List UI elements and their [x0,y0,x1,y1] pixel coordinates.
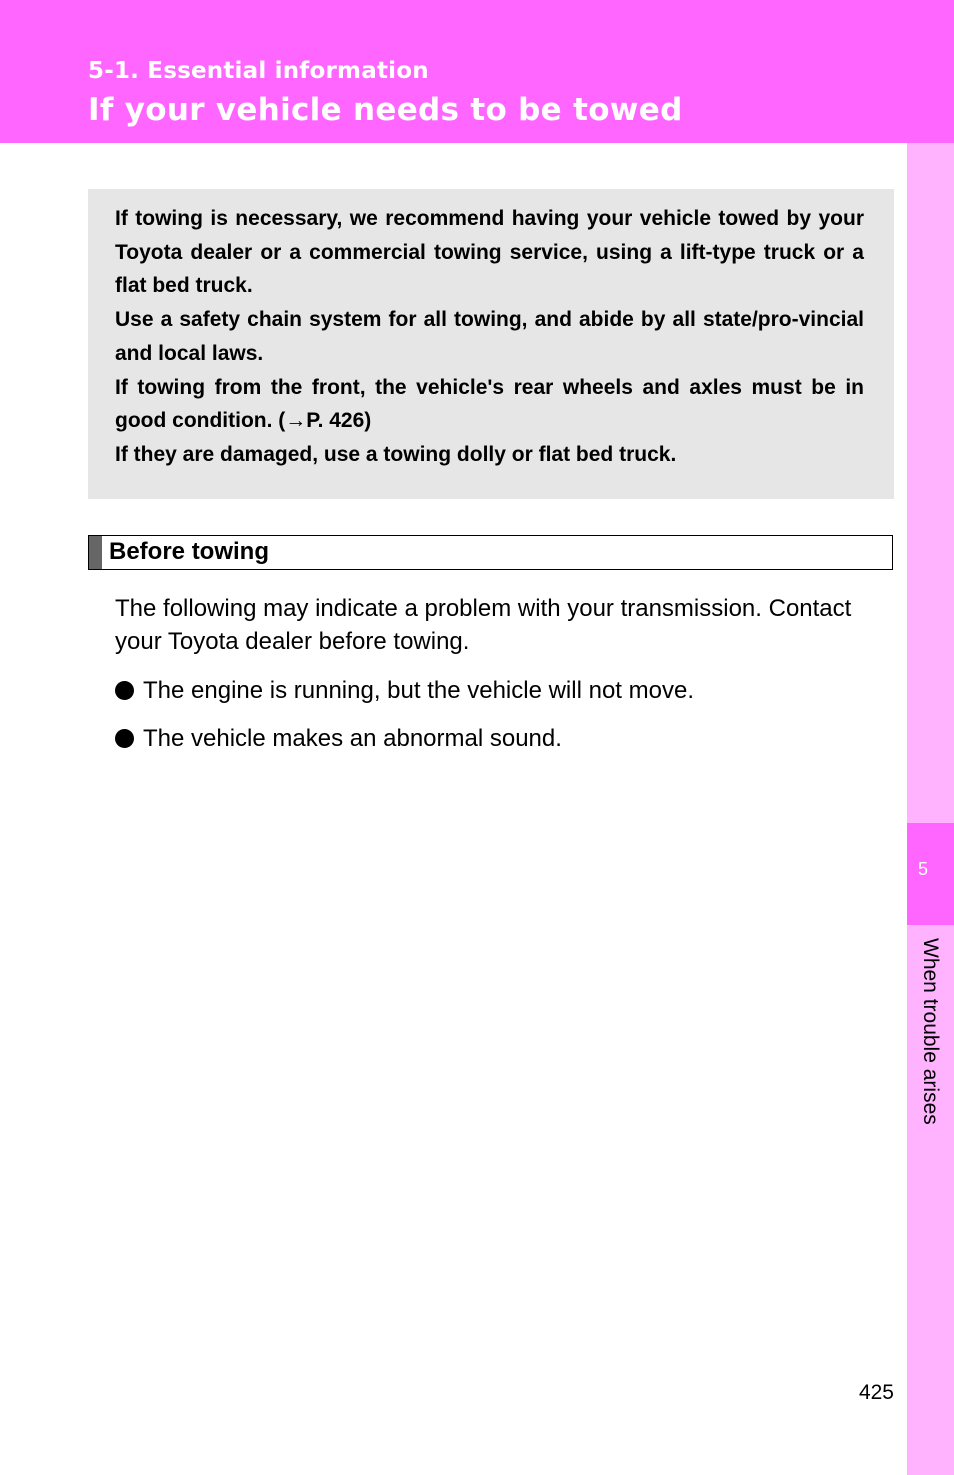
bullet-dot-icon [115,729,134,748]
bullet-dot-icon [115,681,134,700]
bullet-item [115,722,562,755]
page-number: 425 [858,1381,894,1404]
bullet-text: The vehicle makes an abnormal sound. [143,725,562,752]
intro-paragraph: If towing is necessary, we recommend having your vehicle towed by your Toyota dealer or a commercial towing service, using a lift-type truck or a flat bed truck. [115,207,864,298]
page-title: If your vehicle needs to be towed [88,92,683,128]
chapter-side-strip [907,143,954,1475]
heading-text: Before towing [109,538,269,565]
chapter-title: When trouble arises [919,938,942,1125]
intro-paragraph: If they are damaged, use a towing dolly or flat bed truck. [115,442,677,466]
section-label: 5-1. Essential information [88,58,429,84]
chapter-number: 5 [917,859,928,879]
intro-paragraph: Use a safety chain system for all towing, and abide by all state/pro-vincial and local laws. [115,308,864,365]
before-towing-text: The following may indicate a problem with your transmission. Contact your Toyota dealer before towing. [115,595,852,655]
intro-paragraph: If towing from the front, the vehicle's rear wheels and axles must be in good condition. (→P. 426) [115,375,864,433]
page-header [0,0,954,143]
before-towing-heading [88,535,893,570]
bullet-item [115,674,694,707]
heading-bar [89,536,102,569]
bullet-text: The engine is running, but the vehicle will not move. [143,677,694,704]
intro-notice-box [88,189,894,499]
